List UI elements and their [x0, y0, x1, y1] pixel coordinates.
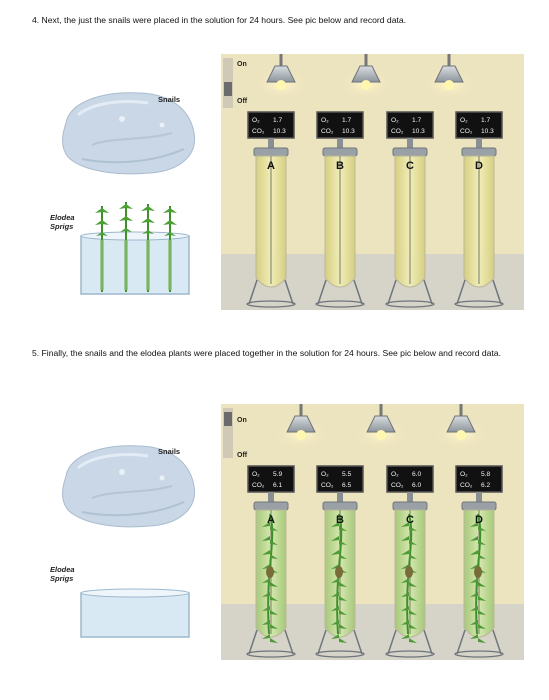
tube-letter: B [336, 514, 344, 526]
o2-value: 1.7 [481, 117, 491, 124]
o2-value: 5.5 [342, 471, 352, 478]
lamp-row [251, 54, 479, 102]
co2-label: CO₂ [252, 128, 265, 135]
elodea-label-line1: Elodea [50, 213, 75, 222]
tube-letter: B [336, 160, 344, 172]
co2-label: CO₂ [391, 482, 404, 489]
experiment-panel-step-5 [221, 404, 524, 660]
o2-label: O₂ [321, 471, 329, 478]
empty-dish-image [78, 587, 193, 641]
elodea-label-2 [50, 565, 75, 583]
elodea-label-2-line1: Elodea [50, 565, 75, 574]
readout-b [317, 112, 363, 138]
o2-value: 1.7 [273, 117, 283, 124]
co2-value: 6.0 [412, 482, 422, 489]
o2-value: 6.0 [412, 471, 422, 478]
elodea-label [50, 213, 75, 231]
co2-value: 6.1 [273, 482, 283, 489]
snail-in-tube-b [335, 566, 343, 578]
tube-letter: D [475, 514, 483, 526]
instruction-step-5: 5. Finally, the snails and the elodea plants were placed together in the solution for 24 hours. See pic below and record data. [32, 348, 501, 358]
readout-b [317, 466, 363, 492]
tube-letter: A [267, 514, 275, 526]
o2-value: 5.9 [273, 471, 283, 478]
experiment-scene-step-4 [221, 54, 524, 310]
tube-letter: C [406, 160, 414, 172]
switch-on-label-2: On [237, 417, 247, 424]
switch-off-label: Off [237, 98, 248, 105]
light-switch-2[interactable] [223, 408, 233, 458]
o2-value: 5.8 [481, 471, 491, 478]
o2-label: O₂ [460, 117, 468, 124]
snail-in-tube-c [405, 566, 413, 578]
readout-c [387, 112, 433, 138]
snail-in-tube-a [266, 566, 274, 578]
co2-value: 10.3 [412, 128, 425, 135]
elodea-label-2-line2: Sprigs [50, 574, 74, 583]
elodea-label-line2: Sprigs [50, 222, 74, 231]
o2-label: O₂ [391, 117, 399, 124]
o2-label: O₂ [252, 471, 260, 478]
snails-label-2: Snails [158, 447, 181, 456]
co2-value: 10.3 [342, 128, 355, 135]
tube-letter: C [406, 514, 414, 526]
co2-label: CO₂ [460, 482, 473, 489]
switch-off-label-2: Off [237, 452, 248, 459]
co2-label: CO₂ [321, 128, 334, 135]
elodea-dish-image [78, 196, 193, 298]
experiment-scene-step-5 [221, 404, 524, 660]
instruction-step-4: 4. Next, the just the snails were placed in the solution for 24 hours. See pic below and record data. [32, 15, 407, 25]
o2-value: 1.7 [412, 117, 422, 124]
readout-d [456, 466, 502, 492]
tube-letter: D [475, 160, 483, 172]
o2-label: O₂ [391, 471, 399, 478]
co2-value: 6.5 [342, 482, 352, 489]
o2-value: 1.7 [342, 117, 352, 124]
lamp-row-2 [271, 404, 491, 452]
co2-value: 6.2 [481, 482, 491, 489]
o2-label: O₂ [460, 471, 468, 478]
o2-label: O₂ [321, 117, 329, 124]
co2-label: CO₂ [252, 482, 265, 489]
experiment-panel-step-4 [221, 54, 524, 310]
readout-c [387, 466, 433, 492]
co2-value: 10.3 [273, 128, 286, 135]
co2-label: CO₂ [391, 128, 404, 135]
switch-on-label: On [237, 61, 247, 68]
tube-letter: A [267, 160, 275, 172]
light-switch[interactable] [223, 58, 233, 108]
snail-in-tube-d [474, 566, 482, 578]
readout-a [248, 466, 294, 492]
readout-d [456, 112, 502, 138]
co2-value: 10.3 [481, 128, 494, 135]
snails-label: Snails [158, 95, 181, 104]
readout-a [248, 112, 294, 138]
co2-label: CO₂ [321, 482, 334, 489]
o2-label: O₂ [252, 117, 260, 124]
co2-label: CO₂ [460, 128, 473, 135]
